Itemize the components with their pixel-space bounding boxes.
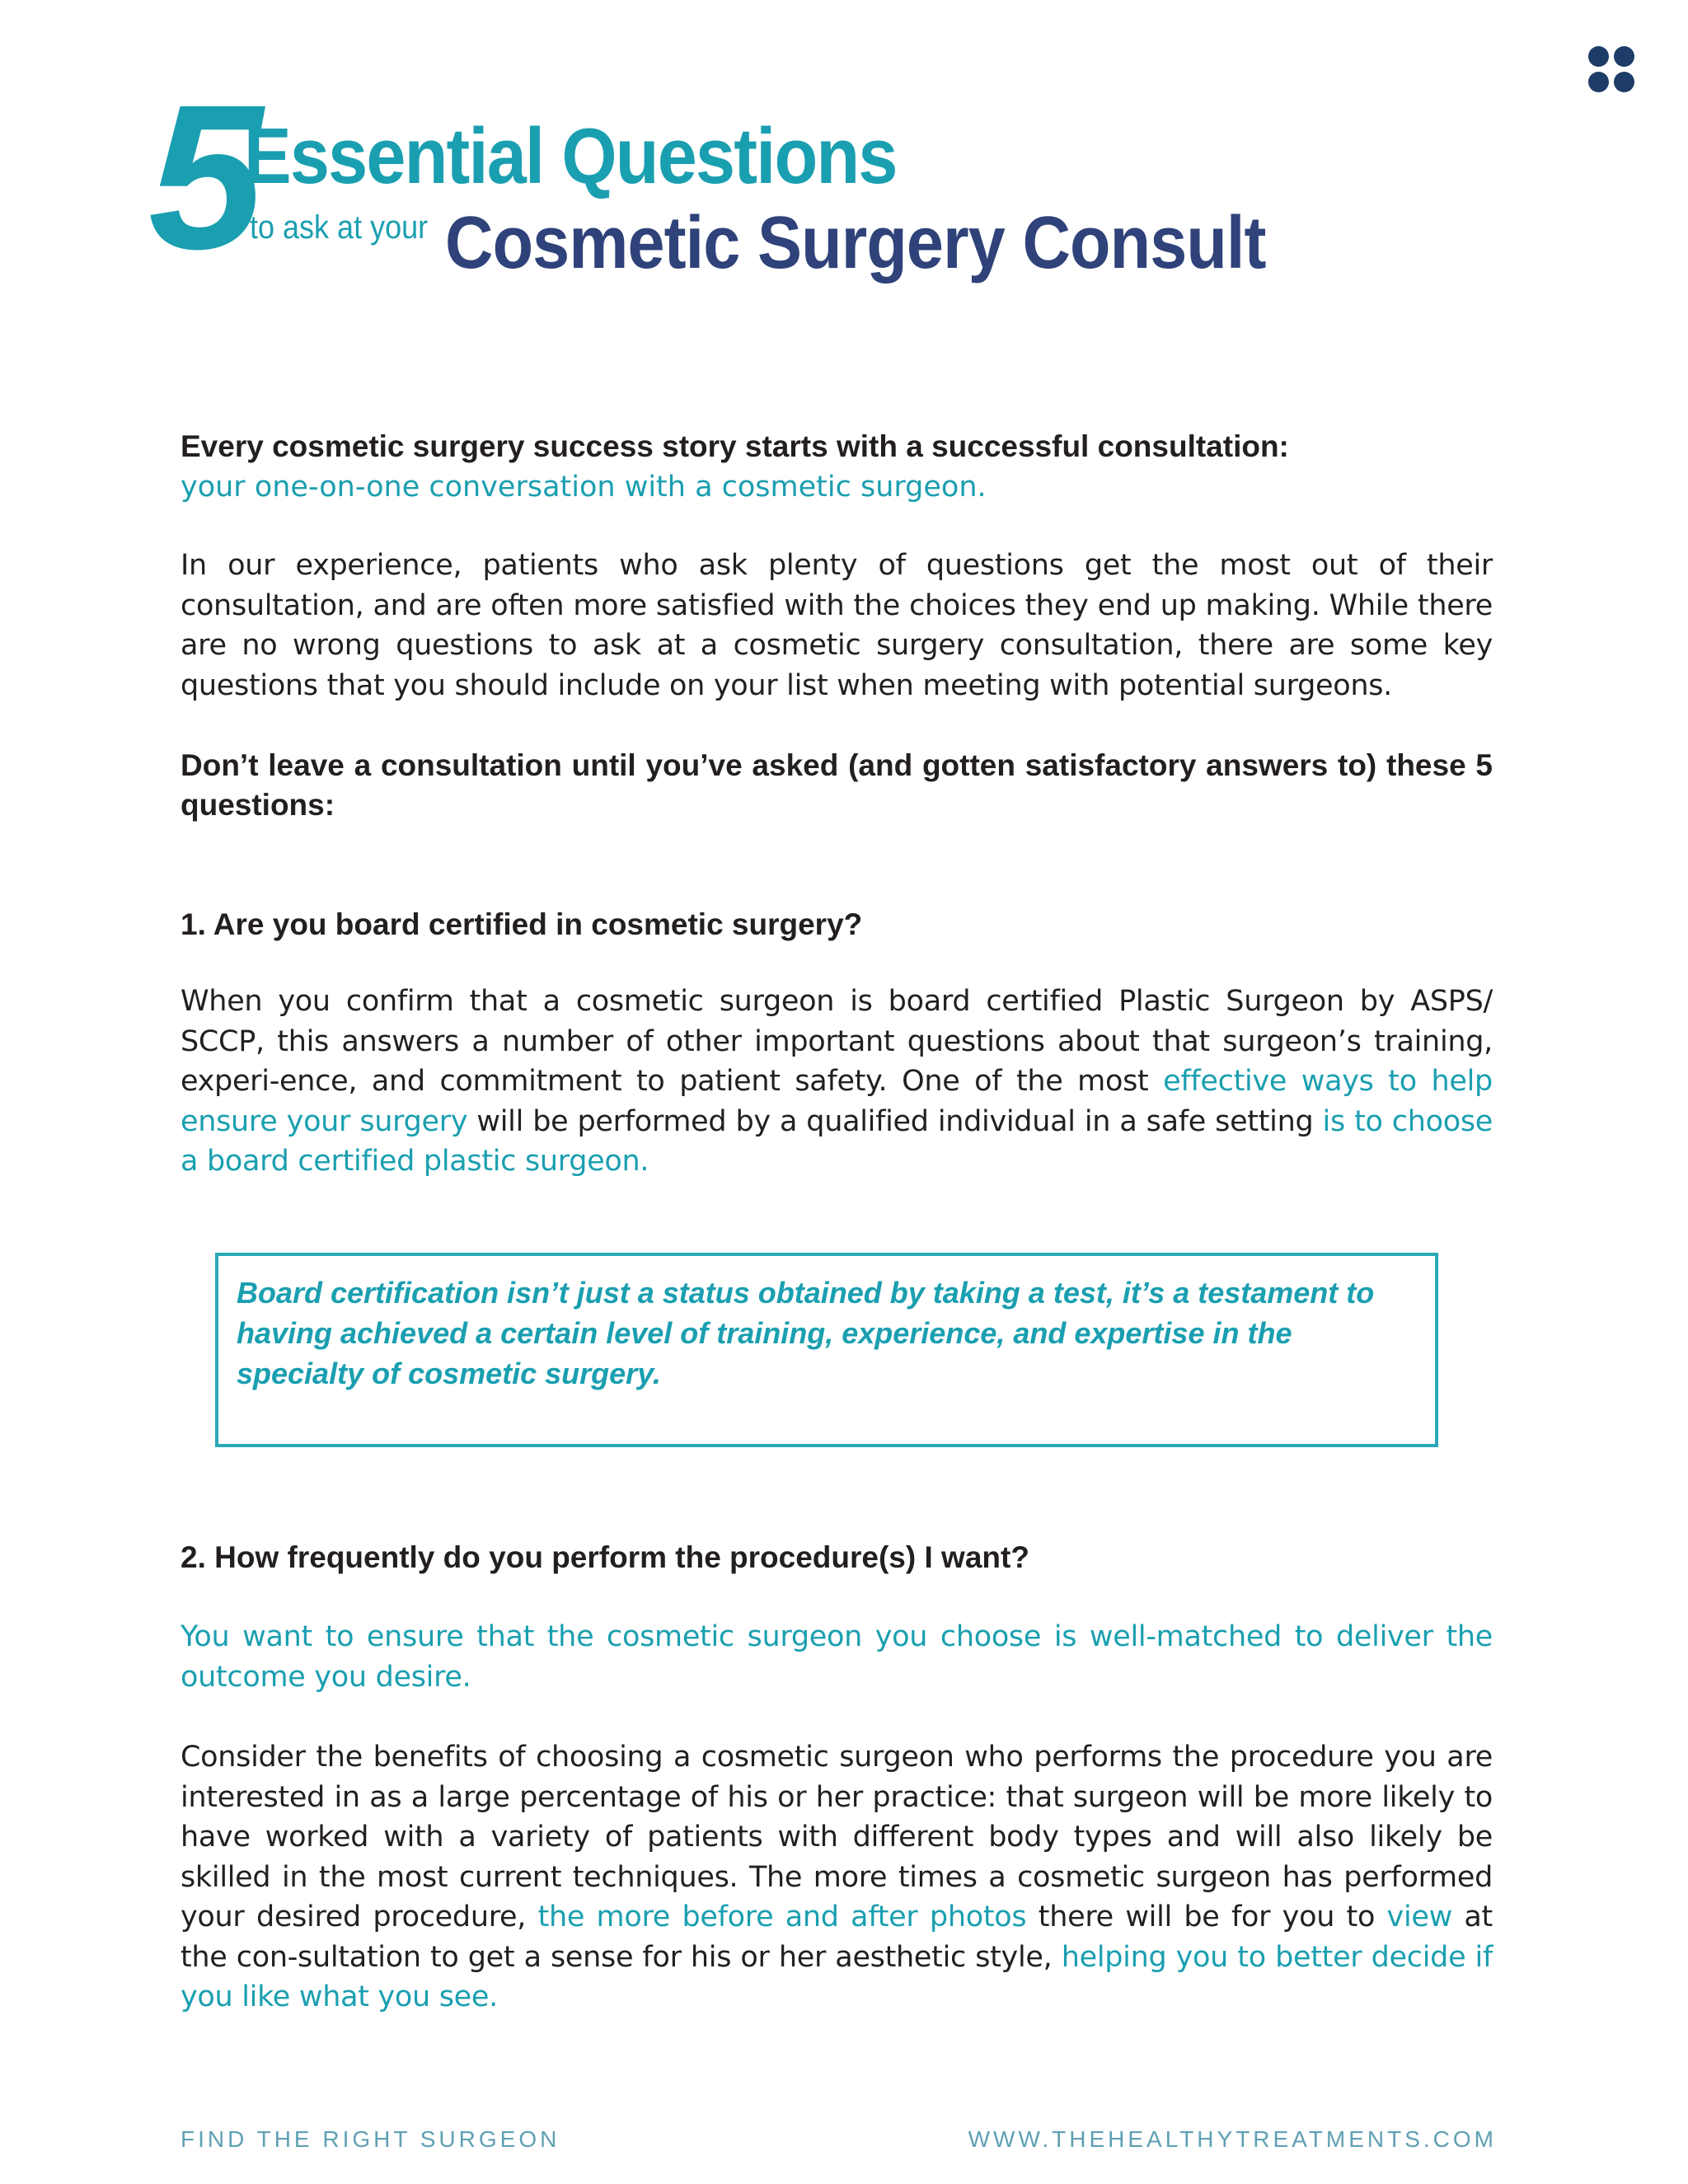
q1-text-a: When you confirm that a cosmetic surgeon is board certified Plastic Surgeon by ASPS/ SCCP, this answers a number of other important questions about that surgeon’s training, experi-ence, and commitment to patient safety. One of the most	[181, 985, 1493, 1098]
question-1-paragraph	[181, 982, 1493, 1182]
four-dots-logo-icon	[1588, 46, 1634, 92]
q2-link-helping[interactable]: helping you to better decide if you like what you see.	[181, 1940, 1493, 2013]
q2-text-a: Consider the benefits of choosing a cosmetic surgeon who performs the procedure you are interested in as a large percentage of his or her practice: that surgeon will be more likely to have worked with a variety of patients with different body types and will also likely be skilled in the most current techniques. The more times a cosmetic surgeon has performed your desired procedure,	[181, 1741, 1493, 1933]
intro-bold: Every cosmetic surgery success story starts with a successful consultation:	[181, 429, 1289, 463]
question-1-heading: 1. Are you board certified in cosmetic surgery?	[181, 907, 863, 941]
intro-teal: your one-on-one conversation with a cosmetic surgeon.	[181, 471, 987, 504]
title-number: 5	[148, 62, 257, 292]
q2-text-c: at the con-sultation to get a sense for his or her aesthetic style,	[181, 1900, 1493, 1974]
question-2-heading: 2. How frequently do you perform the procedure(s) I want?	[181, 1540, 1029, 1574]
q2-link-view[interactable]: view	[1386, 1900, 1452, 1933]
question-2-paragraph	[181, 1737, 1493, 2018]
question-2-lead: You want to ensure that the cosmetic surgeon you choose is well-matched to deliver the outcome you desire.	[181, 1620, 1493, 1694]
intro-callout: Don’t leave a consultation until you’ve asked (and gotten satisfactory answers to) these 5 questions:	[181, 748, 1493, 822]
page-title-line2: Cosmetic Surgery Consult	[445, 202, 1266, 284]
q1-link-effective-ways[interactable]: effective ways to help ensure your surgery	[181, 1065, 1493, 1138]
q1-text-b: will be performed by a qualified individual in a safe setting	[467, 1104, 1323, 1138]
q1-link-board-certified[interactable]: is to choose a board certified plastic surgeon.	[181, 1104, 1493, 1178]
q2-text-b: there will be for you to	[1026, 1900, 1387, 1933]
page-title-line1: Essential Questions	[244, 112, 897, 200]
quote-text: Board certification isn’t just a status obtained by taking a test, it’s a testament to having achieved a certain level of training, experience, and expertise in the specialty of cosmetic surgery.	[237, 1276, 1375, 1390]
footer-left: FIND THE RIGHT SURGEON	[181, 2126, 560, 2152]
q2-link-photos[interactable]: the more before and after photos	[537, 1900, 1027, 1933]
page-title-sub: to ask at your	[250, 209, 429, 246]
quote-box	[215, 1253, 1438, 1447]
intro-paragraph: In our experience, patients who ask plenty of questions get the most out of their consultation, and are often more satisfied with the choices they end up making. While there are no wrong questions to ask at a cosmetic surgery consultation, there are some key questions that you should include on your list when meeting with potential surgeons.	[181, 549, 1493, 702]
footer-right[interactable]: WWW.THEHEALTHYTREATMENTS.COM	[968, 2126, 1497, 2152]
